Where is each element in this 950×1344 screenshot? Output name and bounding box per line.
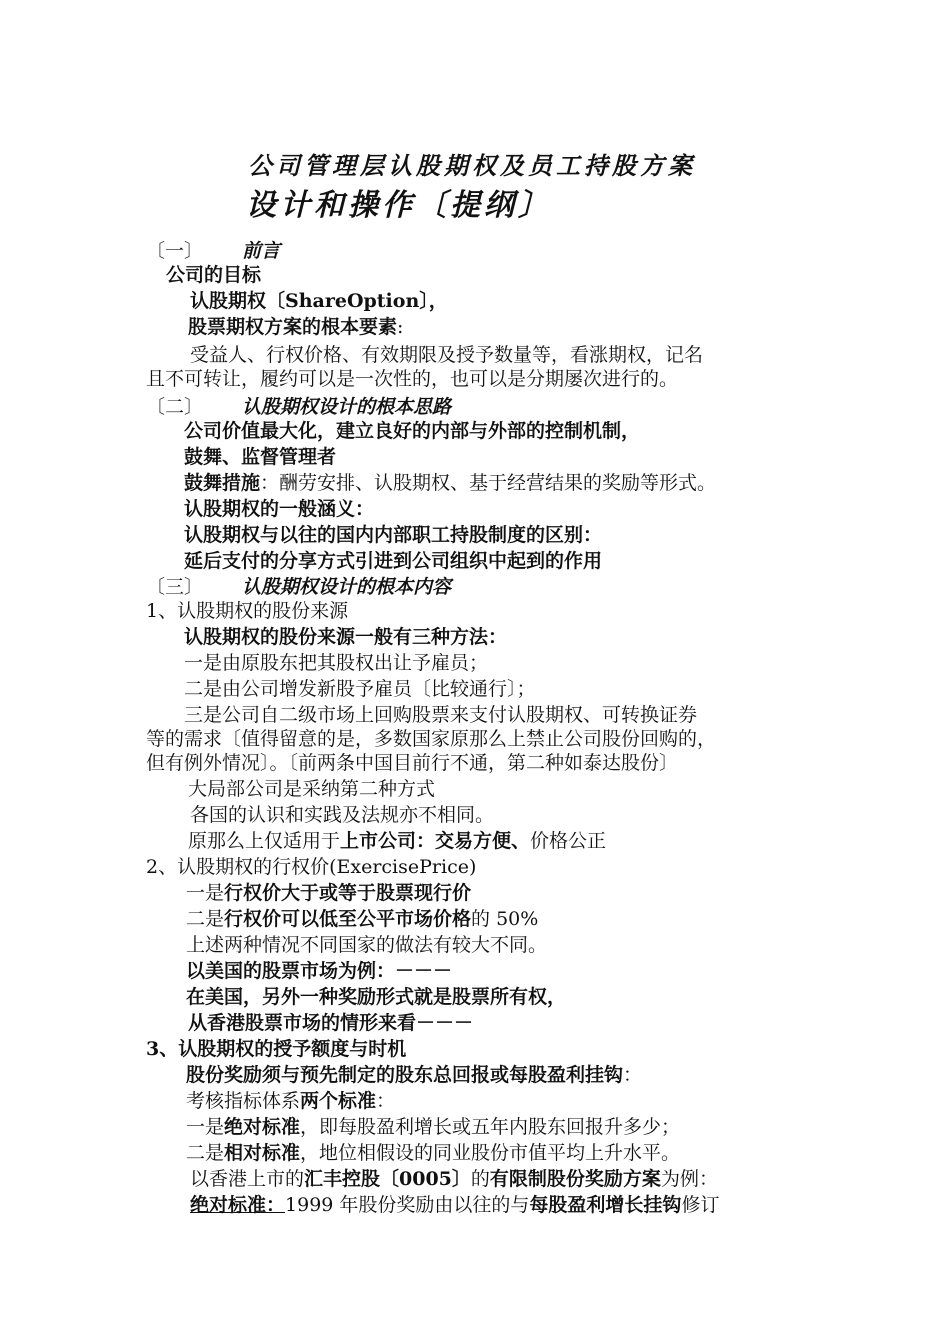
paragraph-line: 三是公司自二级市场上回购股票来支付认股期权、可转换证券 [184,704,698,726]
paragraph-line: 在美国，另外一种奖励形式就是股票所有权， [186,986,567,1008]
paragraph-line: 延后支付的分享方式引进到公司组织中起到的作用 [184,550,603,572]
paragraph-line: 认股期权的股份来源一般有三种方法： [184,626,508,648]
section-title: 前言 [242,240,281,262]
section-heading-2 [146,392,451,419]
subheading: 1、认股期权的股份来源 [146,600,349,622]
subheading: 2、认股期权的行权价(ExercisePrice) [146,856,477,878]
paragraph-line: 一是由原股东把其股权出让予雇员； [184,652,489,674]
paragraph-line: 绝对标准：1999 年股份奖励由以往的与每股盈利增长挂钩修订 [190,1194,720,1216]
document-title-line2: 设计和操作〔提纲〕 [246,188,552,223]
paragraph-line: 股票期权方案的根本要素: [188,316,404,338]
paragraph-line: 二是相对标准，地位相假设的同业股份市值平均上升水平。 [186,1142,681,1164]
paragraph-line: 以香港上市的汇丰控股〔0005〕的有限制股份奖励方案为例： [190,1168,718,1190]
paragraph-line: 公司的目标 [166,264,262,286]
paragraph-line: 以美国的股票市场为例：－－－ [186,960,453,982]
section-number: 〔一〕 [146,240,204,262]
section-number: 〔二〕 [146,396,204,418]
paragraph-line: 受益人、行权价格、有效期限及授予数量等，看涨期权，记名 [190,344,704,366]
paragraph-line: 认股期权〔ShareOption〕， [190,290,448,312]
paragraph-line: 且不可转让，履约可以是一次性的，也可以是分期屡次进行的。 [146,368,679,390]
paragraph-line: 上述两种情况不同国家的做法有较大不同。 [186,934,548,956]
paragraph-line: 一是行权价大于或等于股票现行价 [186,882,472,904]
section-title: 认股期权设计的根本内容 [242,576,452,598]
paragraph-line: 考核指标体系两个标准： [186,1090,396,1112]
subheading: 3、认股期权的授予额度与时机 [146,1038,407,1060]
paragraph-line: 二是由公司增发新股予雇员〔比较通行〕； [184,678,536,700]
paragraph-line: 各国的认识和实践及法规亦不相同。 [190,804,495,826]
paragraph-line: 一是绝对标准，即每股盈利增长或五年内股东回报升多少； [186,1116,681,1138]
paragraph-line: 等的需求〔值得留意的是，多数国家原那么上禁止公司股份回购的， [146,728,717,750]
paragraph-line: 但有例外情况〕。〔前两条中国目前行不通，第二种如泰达股份〕 [146,752,679,774]
paragraph-line: 认股期权的一般涵义： [184,498,375,520]
paragraph-line: 认股期权与以往的国内内部职工持股制度的区别： [184,524,603,546]
paragraph-line: 鼓舞措施：酬劳安排、认股期权、基于经营结果的奖励等形式。 [184,472,717,494]
paragraph-line: 二是行权价可以低至公平市场价格的 50% [186,908,539,930]
section-number: 〔三〕 [146,576,204,598]
section-title: 认股期权设计的根本思路 [242,396,452,418]
document-title-line1: 公司管理层认股期权及员工持股方案 [248,152,696,180]
paragraph-line: 鼓舞、监督管理者 [184,446,337,468]
paragraph-line: 大局部公司是采纳第二种方式 [188,778,436,800]
section-heading-1 [146,236,280,263]
section-heading-3 [146,572,451,599]
paragraph-line: 股份奖励须与预先制定的股东总回报或每股盈利挂钩： [186,1064,643,1086]
paragraph-line: 公司价值最大化，建立良好的内部与外部的控制机制， [184,420,641,442]
paragraph-line: 从香港股票市场的情形来看－－－ [188,1012,474,1034]
paragraph-line: 原那么上仅适用于上市公司：交易方便、价格公正 [188,830,607,852]
